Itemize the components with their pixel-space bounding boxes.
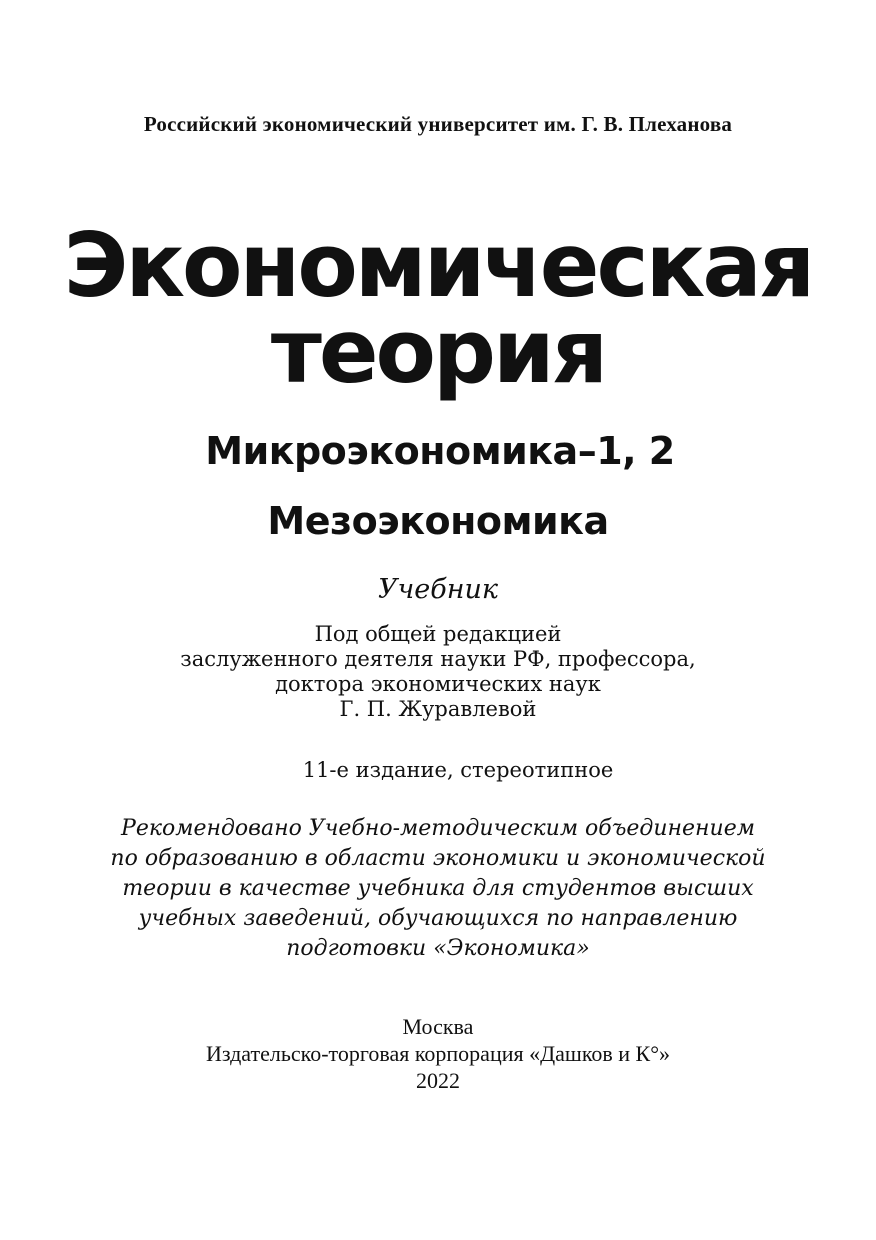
editor-line-1: Под общей редакцией (314, 622, 562, 646)
imprint-publisher: Издательско-торговая корпорация «Дашков и К°» (205, 1041, 671, 1066)
editor-line-2: заслуженного деятеля науки РФ, профессора, (180, 647, 696, 671)
recommendation-line-2: по образованию в области экономики и экономической (110, 846, 766, 871)
editor-line-4: Г. П. Журавлевой (339, 697, 537, 721)
book-type: Учебник (377, 574, 499, 605)
book-subtitle-line-1: Микроэкономика–1, 2 (205, 429, 675, 473)
recommendation-line-1: Рекомендовано Учебно-методическим объединением (121, 816, 755, 841)
book-subtitle-line-2: Мезоэкономика (267, 499, 609, 543)
university-name: Российский экономический университет им. Г. В. Плеханова (143, 112, 733, 136)
imprint-year: 2022 (416, 1068, 460, 1093)
recommendation-line-4: учебных заведений, обучающихся по направлению (138, 906, 738, 931)
recommendation-line-3: теории в качестве учебника для студентов высших (122, 876, 754, 901)
book-title-line-2: теория (270, 300, 606, 403)
recommendation-block (0, 814, 876, 964)
recommendation-line-5: подготовки «Экономика» (286, 936, 590, 961)
editor-line-3: доктора экономических наук (275, 672, 601, 696)
imprint-city: Москва (402, 1014, 474, 1039)
book-title-line-1: Экономическая (63, 214, 813, 317)
edition-info: 11-е издание, стереотипное (302, 758, 614, 782)
editor-block (0, 622, 876, 722)
